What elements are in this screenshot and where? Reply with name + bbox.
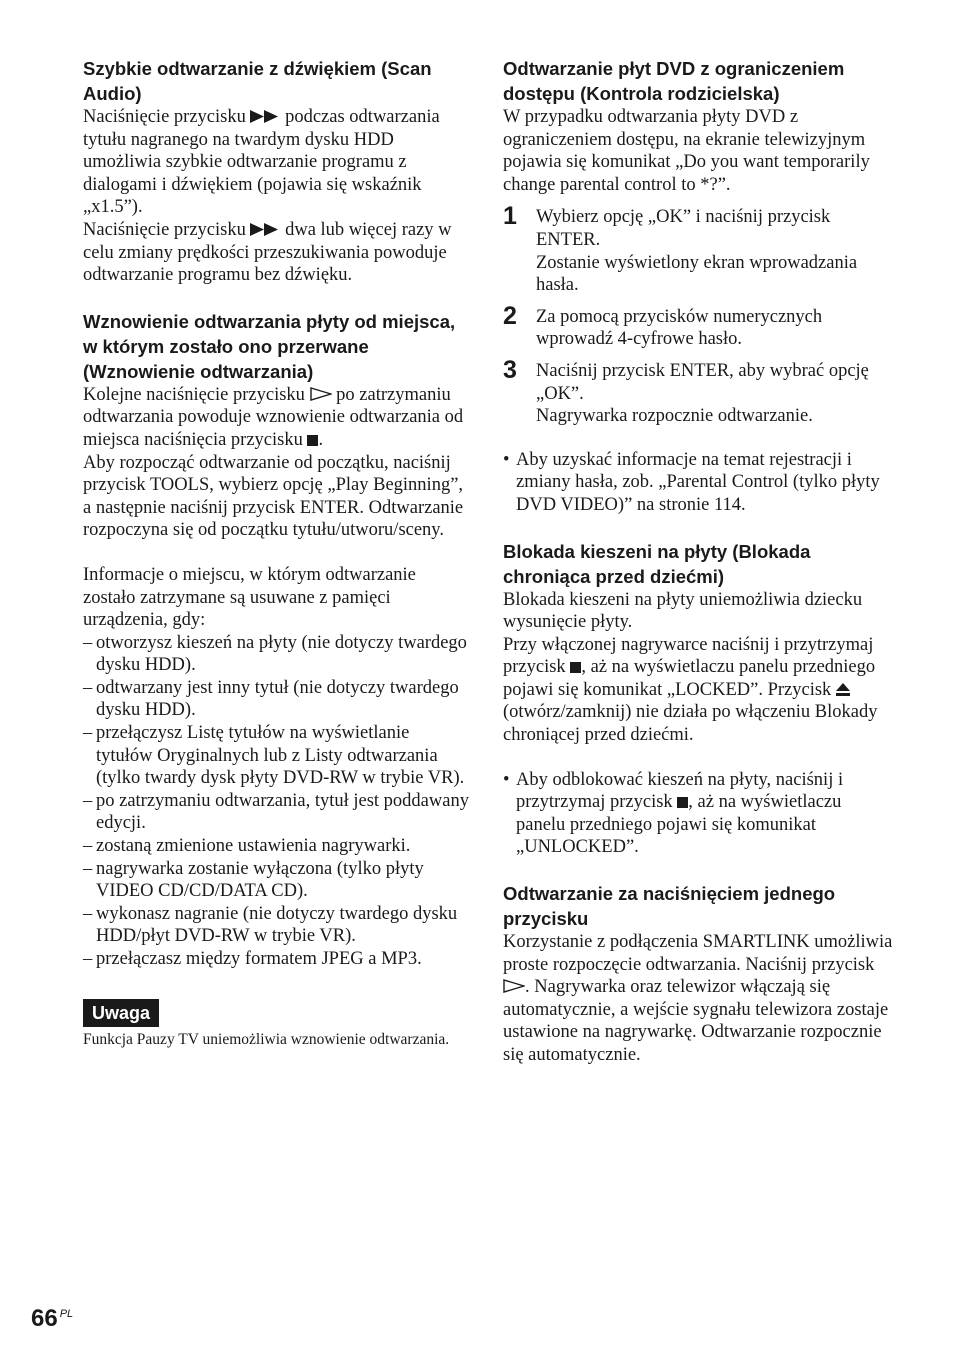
resume-conditions-list [83, 632, 469, 971]
list-item: – wykonasz nagranie (nie dotyczy twardego dysku HDD/płyt DVD-RW w trybie VR). [83, 903, 458, 947]
right-column [503, 56, 893, 1067]
step-number: 2 [503, 301, 517, 330]
resume-paragraph-2: Aby rozpocząć odtwarzanie od początku, naciśnij przycisk TOOLS, wybierz opcję „Play Beginning”, a następnie naciśnij przycisk ENTER. Odtwarzanie rozpoczyna się od początku tytułu/utworu/sceny. [83, 452, 464, 541]
childlock-bullet: • Aby odblokować kieszeń na płyty, naciśnij i przytrzymaj przycisk , aż na wyświetlaczu panelu przedniego pojawi się komunikat „UNLOCKED”. [503, 769, 844, 858]
step-text: Naciśnij przycisk ENTER, aby wybrać opcję „OK”. [536, 360, 869, 404]
resume-heading: Wznowienie odtwarzania płyty od miejsca, w którym zostało ono przerwane (Wznowienie odtwarzania) [83, 310, 456, 382]
note-label: Uwaga [83, 999, 159, 1027]
list-item: – odtwarzany jest inny tytuł (nie dotyczy twardego dysku HDD). [83, 677, 459, 721]
stop-icon [307, 434, 318, 446]
childlock-paragraph-1: Blokada kieszeni na płyty uniemożliwia dziecku wysunięcie płyty. [503, 589, 863, 633]
one-touch-paragraph: Korzystanie z podłączenia SMARTLINK umożliwia proste rozpoczęcie odtwarzania. Naciśnij przycisk . Nagrywarka oraz telewizor włączają się automatycznie, a wejście sygnału telewizora zostaje ustawione na nagrywarkę. Odtwarzanie rozpocznie się automatycznie. [503, 932, 893, 1065]
step-number: 3 [503, 355, 517, 384]
list-item: – po zatrzymaniu odtwarzania, tytuł jest poddawany edycji. [83, 790, 469, 834]
step-subtext: Zostanie wyświetlony ekran wprowadzania hasła. [536, 252, 858, 296]
stop-icon [677, 796, 688, 808]
list-item: – otworzysz kieszeń na płyty (nie dotyczy twardego dysku HDD). [83, 632, 467, 676]
step-2 [503, 301, 893, 351]
note-text: Funkcja Pauzy TV uniemożliwia wznowienie odtwarzania. [83, 1030, 450, 1048]
list-item: – zostaną zmienione ustawienia nagrywarki. [83, 836, 411, 857]
list-item: – nagrywarka zostanie wyłączona (tylko płyty VIDEO CD/CD/DATA CD). [83, 858, 424, 902]
step-subtext: Nagrywarka rozpocznie odtwarzanie. [536, 406, 813, 427]
fast-forward-icon [250, 110, 280, 123]
play-icon [310, 387, 332, 401]
left-column [83, 56, 469, 1050]
childlock-heading: Blokada kieszeni na płyty (Blokada chroniąca przed dziećmi) [503, 540, 811, 587]
step-number: 1 [503, 202, 517, 231]
childlock-paragraph-2: Przy włączonej nagrywarce naciśnij i przytrzymaj przycisk , aż na wyświetlaczu panelu przedniego pojawi się komunikat „LOCKED”. Przycisk (otwórz/zamknij) nie działa po włączeniu Blokady chroniącej przed dziećmi. [503, 634, 878, 746]
parental-steps [503, 202, 893, 427]
stop-icon [570, 661, 581, 673]
scan-audio-paragraph-2: Naciśnięcie przycisku dwa lub więcej razy w celu zmiany prędkości przeszukiwania powoduje odtwarzanie programu bez dźwięku. [83, 219, 452, 286]
resume-paragraph-3: Informacje o miejscu, w którym odtwarzanie zostało zatrzymane są usuwane z pamięci urządzenia, gdy: [83, 564, 416, 631]
list-item: – przełączasz między formatem JPEG a MP3. [83, 949, 422, 969]
step-text: Wybierz opcję „OK” i naciśnij przycisk ENTER. [536, 207, 831, 250]
resume-paragraph-1: Kolejne naciśnięcie przycisku po zatrzymaniu odtwarzania powoduje wznowienie odtwarzania od miejsca naciśnięcia przycisku . [83, 384, 464, 450]
step-text: Za pomocą przycisków numerycznych wprowadź 4-cyfrowe hasło. [536, 306, 823, 350]
language-code: PL [59, 1308, 74, 1320]
eject-icon [836, 682, 850, 696]
scan-audio-heading: Szybkie odtwarzanie z dźwiękiem (Scan Audio) [83, 58, 432, 104]
one-touch-heading: Odtwarzanie za naciśnięciem jednego przycisku [503, 883, 836, 930]
scan-audio-paragraph-1: Naciśnięcie przycisku podczas odtwarzania tytułu nagranego na twardym dysku HDD umożliwia szybkie odtwarzanie programu z dialogami i dźwiękiem (pojawia się wskaźnik „x1.5”). [83, 107, 440, 218]
list-item: – przełączysz Listę tytułów na wyświetlanie tytułów Oryginalnych lub z Listy odtwarzania (tylko twardy dysk płyty DVD-RW w trybie VR). [83, 723, 465, 789]
parental-bullet: • Aby uzyskać informacje na temat rejestracji i zmiany hasła, zob. „Parental Control (tylko płyty DVD VIDEO)” na stronie 114. [503, 449, 880, 515]
play-icon [503, 979, 525, 993]
parental-intro: W przypadku odtwarzania płyty DVD z ograniczeniem dostępu, na ekranie telewizyjnym pojawia się komunikat „Do you want temporarily change parental control to *?”. [503, 107, 870, 195]
page-number: 66 $^{PL}$ [31, 1305, 74, 1332]
step-1 [503, 202, 893, 296]
step-3 [503, 355, 893, 428]
note-box [83, 999, 469, 1050]
fast-forward-icon [250, 223, 280, 236]
parental-heading: Odtwarzanie płyt DVD z ograniczeniem dostępu (Kontrola rodzicielska) [503, 58, 845, 104]
